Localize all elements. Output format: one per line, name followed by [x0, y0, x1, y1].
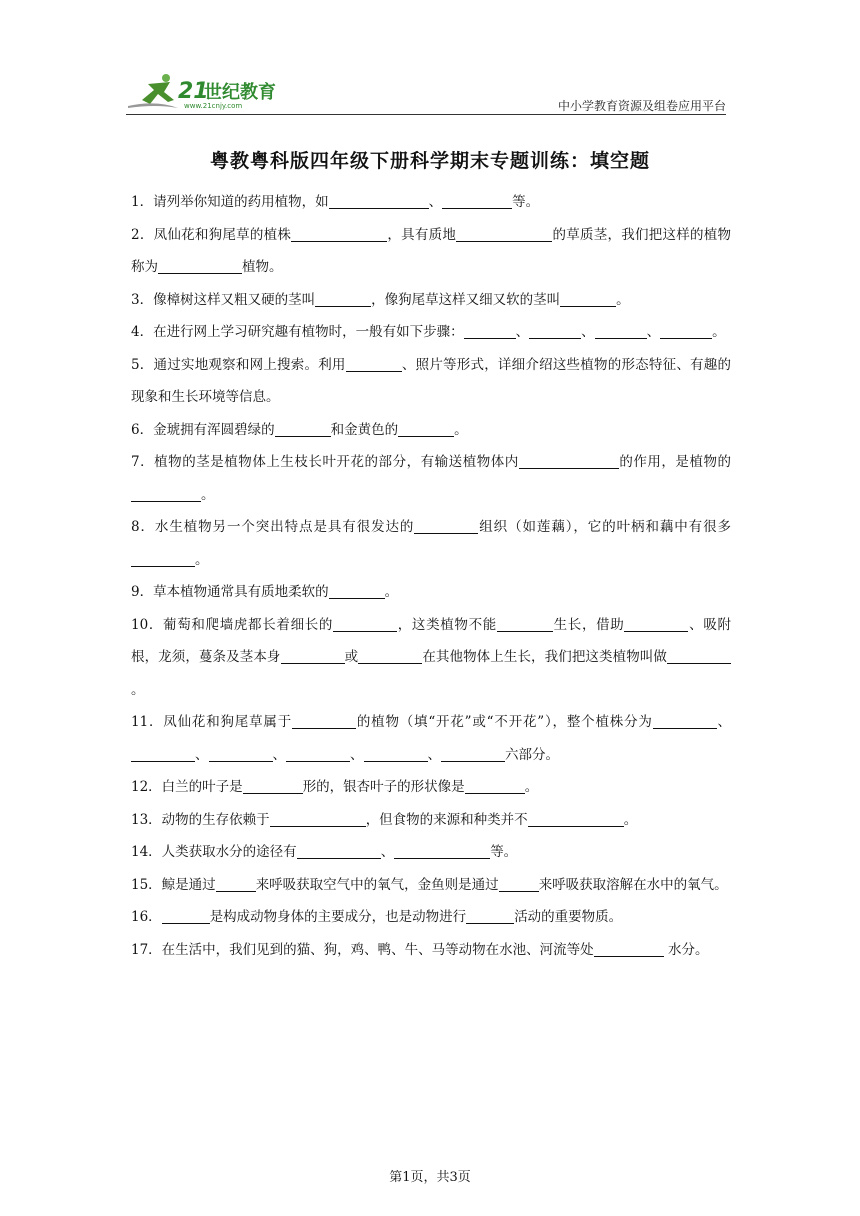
question-5 [131, 349, 731, 414]
question-text: 水分。 [663, 941, 709, 958]
answer-blank[interactable] [364, 743, 428, 762]
answer-blank[interactable] [286, 743, 350, 762]
question-text: 、 [428, 194, 443, 210]
answer-blank[interactable] [497, 613, 553, 632]
question-text: ，这类植物不能 [397, 616, 497, 633]
question-text: 形的，银杏叶子的形状像是 [302, 779, 465, 795]
question-3 [131, 284, 731, 317]
answer-blank[interactable] [456, 223, 552, 242]
question-text: 、 [515, 324, 530, 340]
question-text: 。 [524, 779, 539, 795]
answer-blank[interactable] [346, 353, 402, 372]
question-8 [131, 511, 731, 576]
question-9 [131, 576, 731, 609]
answer-blank[interactable] [499, 873, 539, 892]
question-2 [131, 219, 731, 284]
question-text: 。 [712, 324, 726, 340]
question-text: 6．金琥拥有浑圆碧绿的 [131, 421, 275, 438]
question-text: 。 [131, 681, 145, 698]
question-text: 1．请列举你知道的药用植物，如 [131, 194, 329, 210]
question-text: 12．白兰的叶子是 [131, 779, 243, 795]
answer-blank[interactable] [131, 743, 195, 762]
question-text: 5．通过实地观察和网上搜索。利用 [131, 356, 346, 373]
answer-blank[interactable] [466, 905, 514, 924]
question-text: 来呼吸获取溶解在水中的氧气。 [538, 876, 728, 893]
answer-blank[interactable] [243, 775, 303, 794]
answer-blank[interactable] [442, 190, 512, 209]
answer-blank[interactable] [660, 320, 712, 339]
answer-blank[interactable] [131, 483, 201, 502]
question-14 [131, 836, 731, 869]
question-12 [131, 771, 731, 804]
question-1 [131, 186, 731, 219]
answer-blank[interactable] [398, 418, 454, 437]
question-text: 16． [131, 909, 162, 925]
question-text: 9．草本植物通常具有质地柔软的 [131, 584, 329, 600]
answer-blank[interactable] [529, 320, 581, 339]
question-text: ，像狗尾草这样又细又软的茎叫 [371, 291, 561, 308]
answer-blank[interactable] [131, 548, 195, 567]
question-text: 是构成动物身体的主要成分，也是动物进行 [209, 909, 467, 925]
question-text: ，具有质地 [387, 226, 457, 243]
answer-blank[interactable] [560, 288, 616, 307]
answer-blank[interactable] [158, 255, 242, 274]
answer-blank[interactable] [275, 418, 331, 437]
question-13 [131, 804, 731, 837]
answer-blank[interactable] [297, 840, 381, 859]
question-text: 3．像樟树这样又粗又硬的茎叫 [131, 291, 316, 308]
answer-blank[interactable] [329, 580, 385, 599]
question-text: 17．在生活中，我们见到的猫、狗，鸡、鸭、牛、马等动物在水池、河流等处 [131, 941, 594, 958]
question-text: 7．植物的茎是植物体上生枝长叶开花的部分，有输送植物体内 [131, 454, 519, 470]
question-text: 在其他物体上生长，我们把这类植物叫做 [422, 649, 667, 665]
answer-blank[interactable] [595, 320, 647, 339]
site-logo [126, 70, 296, 112]
answer-blank[interactable] [653, 710, 717, 729]
question-text: 15．鲸是通过 [131, 876, 216, 893]
question-text: 、 [427, 746, 441, 763]
answer-blank[interactable] [291, 223, 387, 242]
question-text: 11．凤仙花和狗尾草属于 [131, 714, 293, 730]
answer-blank[interactable] [441, 743, 505, 762]
answer-blank[interactable] [270, 808, 366, 827]
answer-blank[interactable] [528, 808, 624, 827]
question-text: 。 [616, 291, 630, 308]
question-list [131, 186, 731, 966]
question-text: 8．水生植物另一个突出特点是具有很发达的 [131, 519, 415, 535]
question-text: 组织（如莲藕），它的叶柄和藕中有很多 [478, 519, 732, 535]
question-text: 2．凤仙花和狗尾草的植株 [131, 226, 292, 243]
question-text: 。 [454, 421, 468, 438]
question-text: 。 [195, 551, 209, 568]
question-text: 的作用，是植物的 [618, 454, 731, 470]
answer-blank[interactable] [315, 288, 371, 307]
question-7 [131, 446, 731, 511]
answer-blank[interactable] [394, 840, 490, 859]
question-text: 、 [195, 746, 209, 763]
question-text: 4．在进行网上学习研究趣有植物时，一般有如下步骤： [131, 324, 464, 340]
answer-blank[interactable] [216, 873, 256, 892]
question-text: 、照片等形式，详细介绍这些植物的形态特征、有趣的现象和生长环境等信息。 [131, 356, 731, 405]
answer-blank[interactable] [519, 450, 619, 469]
answer-blank[interactable] [292, 710, 356, 729]
answer-blank[interactable] [162, 905, 210, 924]
question-text: 、 [272, 746, 286, 763]
answer-blank[interactable] [414, 515, 478, 534]
question-text: 。 [201, 486, 215, 503]
question-text: 14．人类获取水分的途径有 [131, 844, 297, 860]
answer-blank[interactable] [329, 190, 429, 209]
question-text: 六部分。 [505, 746, 559, 763]
svg-text:21: 21 [178, 79, 209, 104]
question-text: 。 [384, 584, 399, 600]
answer-blank[interactable] [333, 613, 397, 632]
question-4 [131, 316, 731, 349]
question-text: 等。 [490, 844, 518, 860]
answer-blank[interactable] [624, 613, 688, 632]
question-text: ，但食物的来源和种类并不 [365, 811, 528, 828]
svg-text:www.21cnjy.com: www.21cnjy.com [184, 102, 243, 110]
question-text: 的植物（填“开花”或“不开花”），整个植株分为 [356, 714, 653, 730]
question-16 [131, 901, 731, 934]
question-text: 生长，借助 [552, 616, 625, 633]
question-text: 、 [646, 324, 661, 340]
question-17 [131, 934, 731, 967]
answer-blank[interactable] [209, 743, 273, 762]
header-divider [126, 114, 726, 115]
answer-blank[interactable] [358, 645, 422, 664]
page-footer: 第1页，共3页 [389, 1170, 471, 1185]
platform-tagline: 中小学教育资源及组卷应用平台 [557, 99, 726, 113]
question-text: 13．动物的生存依赖于 [131, 811, 270, 828]
question-text: 和金黄色的 [330, 421, 399, 438]
question-text: 。 [623, 811, 638, 828]
question-15 [131, 869, 731, 902]
question-text: 、 [581, 324, 595, 340]
answer-blank[interactable] [594, 938, 664, 957]
answer-blank[interactable] [667, 645, 731, 664]
svg-text:世纪教育: 世纪教育 [204, 82, 276, 103]
question-text: 等。 [512, 194, 540, 210]
question-text: 的草质茎，我们把这样的植物称为 [131, 226, 732, 275]
question-text: 10．葡萄和爬墙虎都长着细长的 [131, 616, 334, 633]
page-header [126, 70, 726, 116]
page-title: 粤教粤科版四年级下册科学期末专题训练：填空题 [209, 150, 650, 172]
answer-blank[interactable] [464, 320, 516, 339]
question-text: 、 [350, 746, 364, 763]
question-text: 、吸附根，龙须，蔓条及茎本身 [131, 616, 731, 665]
answer-blank[interactable] [465, 775, 525, 794]
question-11 [131, 706, 731, 771]
question-text: 来呼吸获取空气中的氧气，金鱼则是通过 [255, 876, 499, 893]
question-text: 、 [716, 714, 732, 730]
question-text: 、 [380, 844, 395, 860]
question-10 [131, 609, 731, 707]
question-text: 活动的重要物质。 [514, 909, 623, 925]
question-text: 或 [344, 649, 359, 665]
question-6 [131, 414, 731, 447]
answer-blank[interactable] [281, 645, 345, 664]
question-text: 植物。 [242, 259, 283, 275]
